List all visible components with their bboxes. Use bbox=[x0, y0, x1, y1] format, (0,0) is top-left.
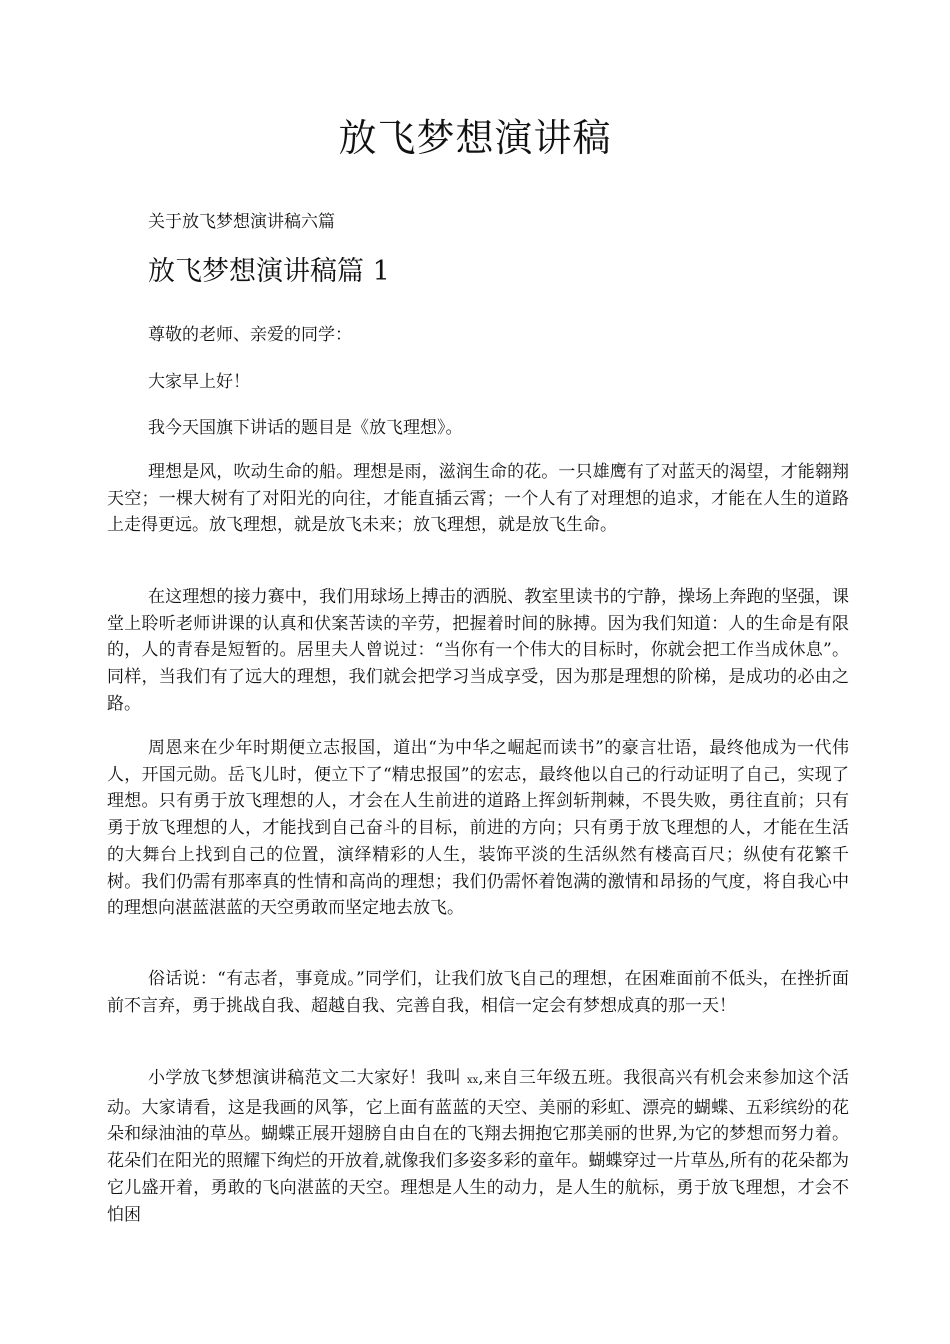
document-title: 放飞梦想演讲稿 bbox=[338, 116, 612, 160]
paragraph-5 bbox=[107, 1065, 849, 1228]
paragraph-5-body: ,来自三年级五班。我很高兴有机会来参加这个活动。大家请看，这是我画的风筝，它上面有蓝蓝的天空、美丽的彩虹、漂亮的蝴蝶、五彩缤纷的花朵和绿油油的草丛。蝴蝶正展开翅膀自由自在的飞翔去拥抱它那美丽的世界,为它的梦想而努力着。花朵们在阳光的照耀下绚烂的开放着,就像我们多姿多彩的童年。蝴蝶穿过一片草丛,所有的花朵都为它儿盛开着，勇敢的飞向湛蓝的天空。理想是人生的动力，是人生的航标，勇于放飞理想，才会不怕困 bbox=[107, 1068, 850, 1225]
paragraph-3: 周恩来在少年时期便立志报国，道出“为中华之崛起而读书”的豪言壮语，最终他成为一代伟人，开国元勋。岳飞儿时，便立下了“精忠报国”的宏志，最终他以自己的行动证明了自己，实现了理想。只有勇于放飞理想的人，才会在人生前进的道路上挥剑斩荆棘，不畏失败，勇往直前；只有勇于放飞理想的人，才能找到自己奋斗的目标，前进的方向；只有勇于放飞理想的人，才能在生活的大舞台上找到自己的位置，演绎精彩的人生，装饰平淡的生活纵然有楼高百尺；纵使有花繁千树。我们仍需有那率真的性情和高尚的理想；我们仍需怀着饱满的激情和昂扬的气度，将自我心中的理想向湛蓝湛蓝的天空勇敢而坚定地去放飞。 bbox=[107, 738, 849, 919]
paragraph-5-intro: 小学放飞梦想演讲稿范文二大家好！我叫 bbox=[148, 1068, 467, 1088]
section-heading: 放飞梦想演讲稿篇 1 bbox=[148, 256, 390, 287]
greeting: 大家早上好！ bbox=[148, 372, 250, 392]
paragraph-2: 在这理想的接力赛中，我们用球场上搏击的洒脱、教室里读书的宁静，操场上奔跑的坚强，课堂上聆听老师讲课的认真和伏案苦读的辛劳，把握着时间的脉搏。因为我们知道：人的生命是有限的，人的青春是短暂的。居里夫人曾说过：“当你有一个伟大的目标时，你就会把工作当成休息”。同样，当我们有了远大的理想，我们就会把学习当成享受，因为那是理想的阶梯，是成功的必由之路。 bbox=[107, 587, 849, 714]
salutation: 尊敬的老师、亲爱的同学： bbox=[148, 325, 352, 345]
topic-line: 我今天国旗下讲话的题目是《放飞理想》。 bbox=[148, 418, 463, 438]
document-subtitle: 关于放飞梦想演讲稿六篇 bbox=[148, 212, 335, 232]
paragraph-1: 理想是风，吹动生命的船。理想是雨，滋润生命的花。一只雄鹰有了对蓝天的渴望，才能翱翔天空；一棵大树有了对阳光的向往，才能直插云霄；一个人有了对理想的追求，才能在人生的道路上走得更远。放飞理想，就是放飞未来；放飞理想，就是放飞生命。 bbox=[107, 462, 849, 536]
speaker-name: xx bbox=[466, 1075, 479, 1086]
paragraph-4: 俗话说：“有志者，事竟成。”同学们，让我们放飞自己的理想，在困难面前不低头，在挫折面前不言弃，勇于挑战自我、超越自我、完善自我，相信一定会有梦想成真的那一天！ bbox=[107, 969, 849, 1016]
